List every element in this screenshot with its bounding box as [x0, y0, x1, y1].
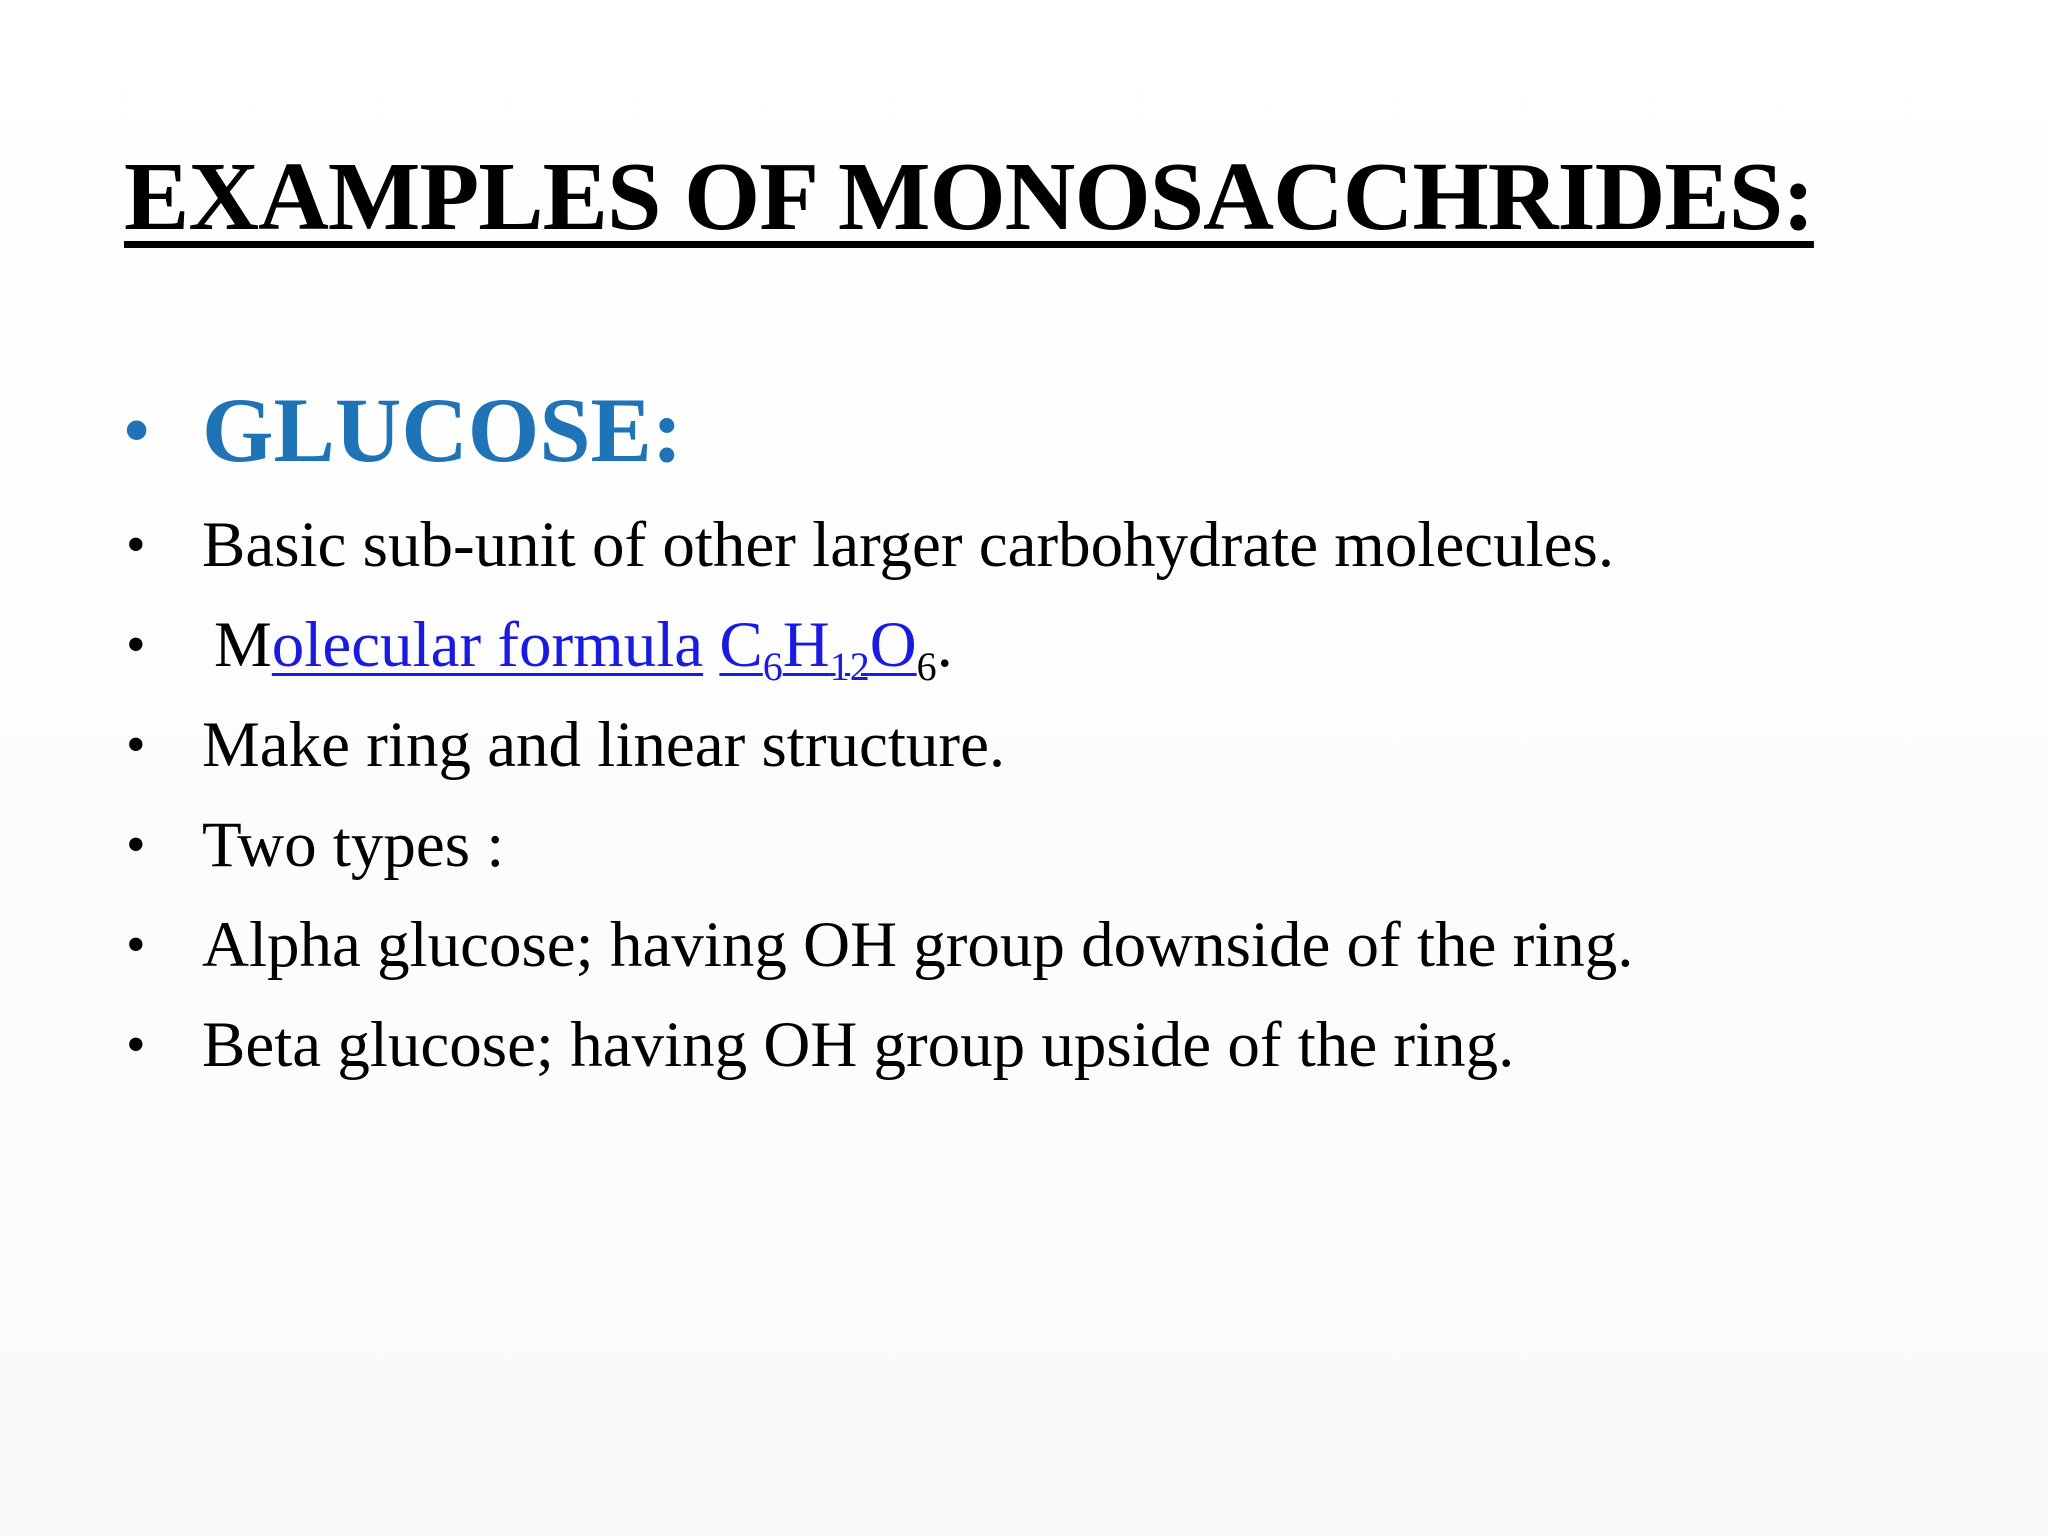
bullet-icon: • [126, 614, 146, 676]
bullet-icon: • [126, 814, 146, 876]
formula-prefix: M [214, 609, 272, 681]
formula-line [214, 605, 953, 689]
point-text: Beta glucose; having OH group upside of the ring. [202, 1009, 1515, 1081]
point-text: Basic sub-unit of other larger carbohydrate molecules. [202, 509, 1615, 581]
bullet-icon: • [126, 714, 146, 776]
formula-count-c: 6 [762, 644, 783, 689]
glucose-heading: GLUCOSE: [202, 379, 683, 481]
bullet-icon: • [126, 914, 146, 976]
formula-suffix: . [936, 609, 953, 681]
formula-count-h: 12 [829, 644, 870, 689]
point-text: Alpha glucose; having OH group downside of the ring. [202, 909, 1634, 981]
bullet-icon: • [126, 514, 146, 576]
bullet-icon: • [124, 390, 150, 470]
slide-title: EXAMPLES OF MONOSACCHRIDES: [124, 143, 1814, 251]
formula-element-c: C [719, 609, 763, 681]
point-text: Two types : [202, 809, 505, 881]
formula-element-o: O [869, 609, 917, 681]
formula-link[interactable] [719, 609, 917, 689]
formula-element-h: H [782, 609, 830, 681]
molecular-formula-link[interactable]: olecular formula [271, 609, 704, 681]
bullet-icon: • [126, 1014, 146, 1076]
point-text: Make ring and linear structure. [202, 709, 1006, 781]
formula-count-o: 6 [916, 644, 937, 689]
